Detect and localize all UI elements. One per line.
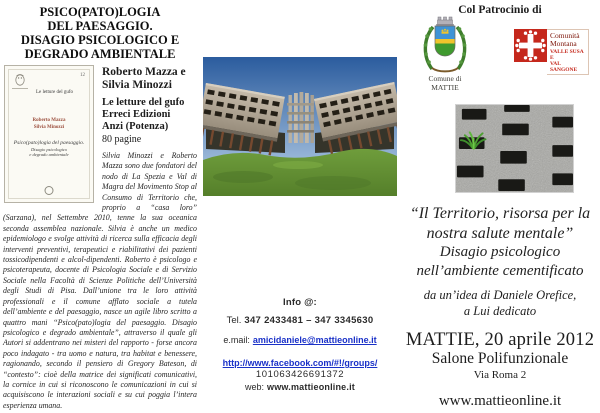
event-address: Via Roma 2	[473, 369, 527, 381]
flyer-title-line: PSICO(PATO)LOGIA	[39, 5, 161, 19]
comunita-montana-logo	[514, 29, 589, 75]
coat-of-arms-icon	[421, 15, 469, 73]
unfinished-building-photo	[203, 57, 397, 196]
comune-mattie-coat-of-arms	[418, 15, 472, 92]
web-line	[200, 382, 400, 392]
flyer-title	[3, 5, 197, 61]
phone-line	[200, 315, 400, 326]
edition-info: Le letture del gufo Erreci Edizioni Anzi (Potenza)	[102, 97, 185, 132]
event-date-location: MATTIE, 20 aprile 2012	[405, 330, 595, 350]
patronage-heading: Col Patrocinio di	[458, 4, 542, 16]
facebook-line	[200, 358, 400, 368]
facebook-link[interactable]: http://www.facebook.com/#!/groups/	[222, 358, 378, 368]
facebook-group-id: 101063426691372	[255, 369, 345, 380]
email-link[interactable]: amicidaniele@mattieonline.it	[252, 335, 377, 345]
flyer-title-line: DISAGIO PSICOLOGICO E	[20, 33, 180, 47]
flyer-title-line: DEGRADO AMBIENTALE	[24, 47, 176, 61]
email-line	[200, 335, 400, 345]
phone-label: Tel.	[226, 315, 242, 326]
publisher-logo-icon	[45, 186, 54, 195]
book-series-number: 12	[80, 73, 85, 78]
info-heading: Info @:	[283, 297, 317, 308]
owl-icon	[14, 72, 26, 86]
web-url[interactable]: www.mattieonline.it	[267, 382, 355, 392]
web-label: web:	[245, 382, 265, 392]
flyer-title-line: DEL PAESAGGIO.	[47, 19, 153, 33]
website-url[interactable]: www.mattieonline.it	[438, 393, 562, 409]
event-details	[400, 330, 600, 382]
book-series-title: Le letture del gufo	[35, 90, 74, 95]
book-cover-title: Psico(pato)logia del paesaggio. Disagio psicologico e degrado ambientale	[13, 140, 85, 158]
book-cover-authors: Roberto Mazza Silvia Minozzi	[32, 118, 66, 130]
plant-through-pavement-photo	[455, 104, 574, 193]
mattie-logo-caption: Comune di MATTIE	[428, 74, 462, 92]
left-content	[3, 65, 197, 411]
occitan-cross-icon	[514, 29, 547, 62]
book-authors: Roberto Mazza e Silvia Minozzi	[102, 66, 186, 91]
event-venue: Salone Polifunzionale	[431, 350, 569, 367]
dedication: da un’idea di Daniele Orefice, a Lui dedicato	[423, 288, 577, 318]
contact-info-block	[200, 297, 400, 392]
phone-numbers: 347 2433481 – 347 3345630	[244, 315, 374, 326]
email-label: e.mail:	[223, 335, 250, 345]
comunita-montana-text: Comunità Montana VALLE SUSA E VAL SANGONE	[547, 29, 589, 75]
book-imprint-mark	[12, 87, 28, 89]
book-description: Silvia Minozzi e Roberto Mazza sono due fondatori del nodo di La Spezia e Val di Magra del Movimento Stop al Consumo di Territorio che, proprio a “casa loro” (Sarzana), nel Settembre 2010, tenne la sua oceanica seconda assemblea nazionale. Silvia è anche un medico epidemiologo e svolge attività di ricerca sulla efficacia degli interventi preventivi, terapeutici e riabilitativi dei pazienti tossicodipendenti e alcol-dipendenti. Roberto è psicologo e psicoterapeuta, docente di Psicologia Sociale e di Servizio Sociale nella Facoltà di Scienze Politiche dell’Università degli Studi di Pisa. Dall’unione tra le loro attività professionali e il comune afflato sociale a tutela dell’ambiente e del paesaggio, nasce un agile libro scritto a quattro mani “Psico(pato)logia del paesaggio. Disagio psicologico e degrado ambientale”, attraverso il quale gli Autori si addentrano nei misteri del rapporto - forse ancora poco indagato - tra uomo e natura, tra habitat e benessere, ragionando, secondo il pensiero di Gregory Bateson, di “contesto”: cioè della matrice dei significati comunicativi, la cornice in cui si riconoscono le comunicazioni in cui si acquisiscono le interazioni sociali e su cui poggia l’intera esperienza umana.	[3, 151, 197, 410]
left-panel	[0, 0, 200, 413]
book-cover-image	[4, 65, 94, 203]
event-quote: “Il Territorio, risorsa per la nostra salute mentale” Disagio psicologico nell’ambiente cementificato	[409, 205, 591, 279]
page-count: 80 pagine	[102, 134, 142, 145]
